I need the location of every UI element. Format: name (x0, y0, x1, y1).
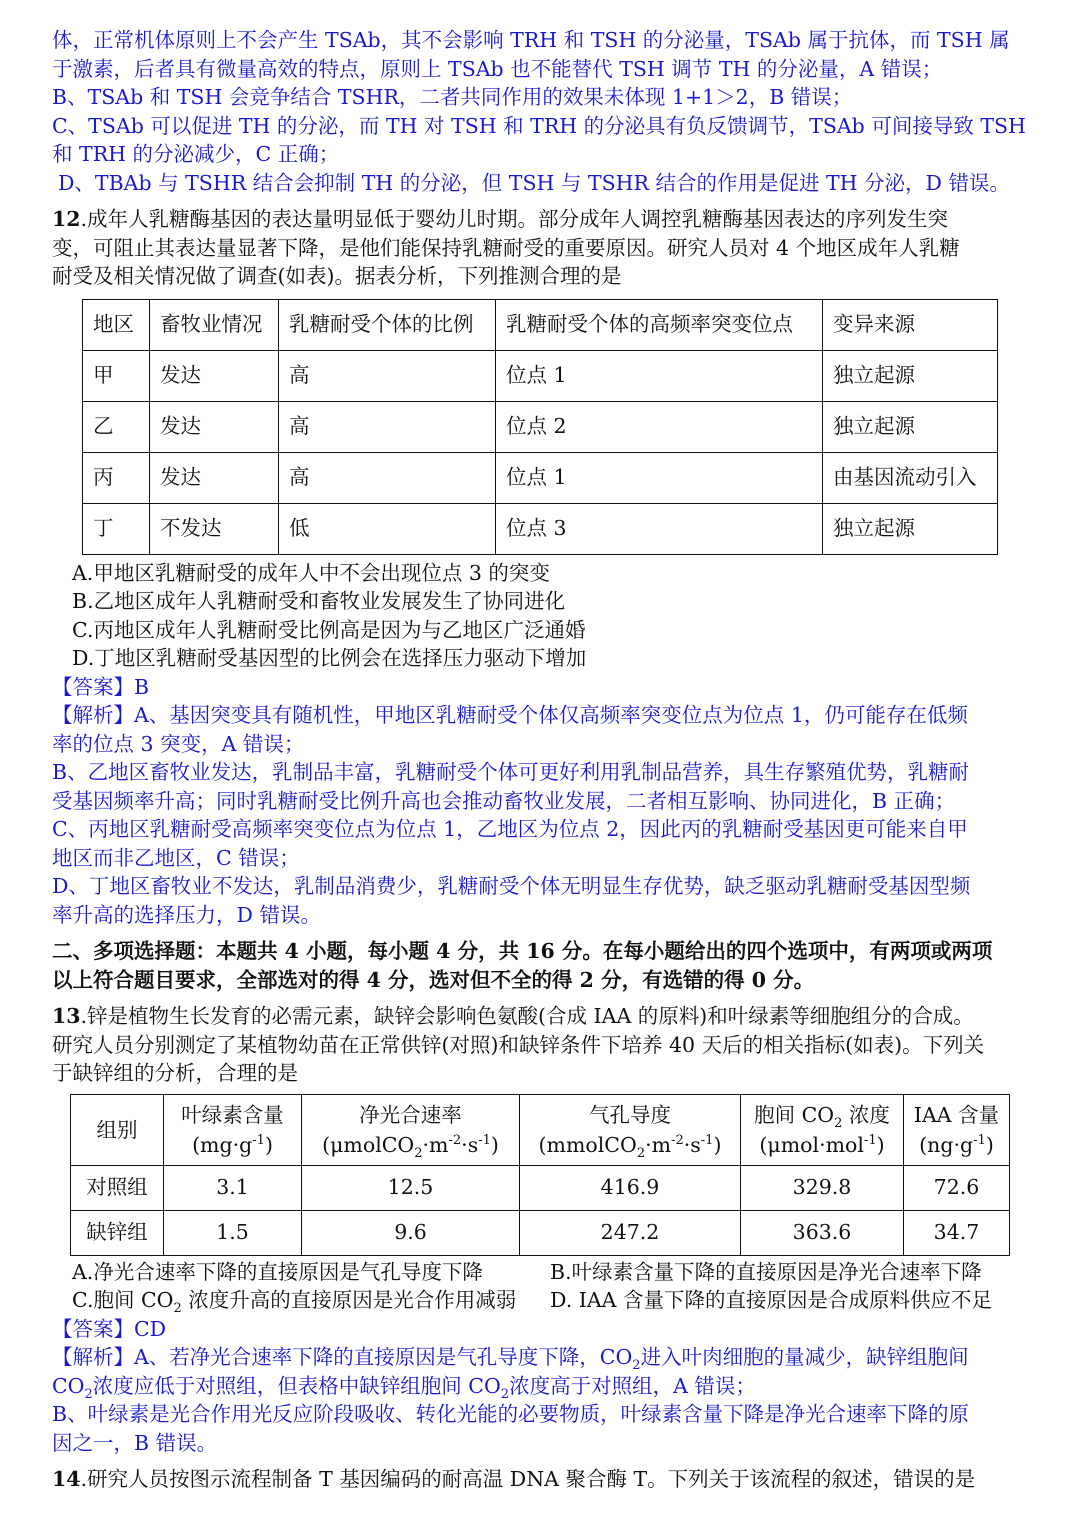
q13-table (70, 1094, 1010, 1256)
table-cell: 丙 (83, 452, 150, 503)
q12-number: 12 (52, 207, 81, 231)
q13-options-row1 (52, 1258, 1028, 1287)
table-cell: 位点 3 (496, 503, 823, 554)
q12-expl-d-line2: 率升高的选择压力，D 错误。 (52, 902, 321, 927)
table-cell: 位点 2 (496, 401, 823, 452)
q13-header-iaa: IAA 含量 $(ng\cdot g^{-1})$ (904, 1094, 1010, 1165)
prev-explanation (52, 26, 1028, 197)
q12-expl-b-line2: 受基因频率升高；同时乳糖耐受比例升高也会推动畜牧业发展，二者相互影响、协同进化，B 正确； (52, 788, 956, 813)
table-cell: 12.5 (302, 1165, 520, 1210)
q12-header-tolerance-ratio: 乳糖耐受个体的比例 (279, 299, 496, 350)
q12-table (82, 299, 998, 555)
table-cell: 独立起源 (823, 401, 998, 452)
prev-expl-a-line2: 于激素，后者具有微量高效的特点，原则上 TSAb 也不能替代 TSH 调节 TH 的分泌量，A 错误； (52, 56, 943, 81)
table-row (83, 452, 998, 503)
q13-header-stomatal-conductance: 气孔导度 $(mmolCO_2\cdot m^{-2}\cdot s^{-1})$ (520, 1094, 741, 1165)
q12-stem-line3: 耐受及相关情况做了调查(如表)。据表分析，下列推测合理的是 (52, 264, 622, 288)
table-cell: 位点 1 (496, 350, 823, 401)
table-cell: 低 (279, 503, 496, 554)
q13-expl-b-line1: B、叶绿素是光合作用光反应阶段吸收、转化光能的必要物质，叶绿素含量下降是净光合速率下降的原 (52, 1402, 970, 1426)
q13-expl-a-line2: $CO_2$浓度应低于对照组，但表格中缺锌组胞间 $CO_2$浓度高于对照组，A 错误； (52, 1373, 756, 1402)
q14-stem: 14.研究人员按图示流程制备 T 基因编码的耐高温 DNA 聚合酶 T。下列关于该流程的叙述，错误的是 (52, 1467, 976, 1491)
table-cell: 位点 1 (496, 452, 823, 503)
section-2-line2: 以上符合题目要求，全部选对的得 4 分，选对但不全的得 2 分，有选错的得 0 分。 (52, 967, 815, 992)
q12-answer: 【答案】B (52, 674, 150, 699)
q13-expl-a-line1: 【解析】A、若净光合速率下降的直接原因是气孔导度下降，$CO_2$进入叶肉细胞的量减少，缺锌组胞间 (52, 1345, 969, 1374)
q13-stem-line3: 于缺锌组的分析，合理的是 (52, 1061, 298, 1085)
q13-table-header (71, 1094, 1010, 1165)
q13-answer-block (52, 1315, 1028, 1458)
table-cell: 3.1 (164, 1165, 302, 1210)
question-12 (52, 205, 1028, 929)
table-row (71, 1165, 1010, 1210)
q12-expl-d-line1: D、丁地区畜牧业不发达，乳制品消费少，乳糖耐受个体无明显生存优势，缺乏驱动乳糖耐受基因型频 (52, 874, 971, 898)
q13-option-a: A.净光合速率下降的直接原因是气孔导度下降 (72, 1259, 483, 1284)
table-cell: 对照组 (71, 1165, 164, 1210)
table-row (83, 401, 998, 452)
question-14 (52, 1465, 1028, 1494)
table-row (83, 503, 998, 554)
question-13 (52, 1002, 1028, 1457)
table-cell: 发达 (150, 350, 279, 401)
q13-header-net-photosynthesis: 净光合速率 $(\mu molCO_2\cdot m^{-2}\cdot s^{-1})$ (302, 1094, 520, 1165)
prev-expl-a-line1: 体，正常机体原则上不会产生 TSAb，其不会影响 TRH 和 TSH 的分泌量，TSAb 属于抗体，而 TSH 属 (52, 28, 1010, 52)
q13-option-b: B.叶绿素含量下降的直接原因是净光合速率下降 (550, 1259, 982, 1284)
q13-stem-line1: 13.锌是植物生长发育的必需元素，缺锌会影响色氨酸(合成 IAA 的原料)和叶绿素等细胞组分的合成。 (52, 1004, 974, 1028)
q12-expl-c-line1: C、丙地区乳糖耐受高频率突变位点为位点 1，乙地区为位点 2，因此丙的乳糖耐受基因更可能来自甲 (52, 817, 968, 841)
table-cell: 由基因流动引入 (823, 452, 998, 503)
table-cell: 329.8 (741, 1165, 904, 1210)
q14-number: 14 (52, 1467, 81, 1491)
prev-expl-d: D、TBAb 与 TSHR 结合会抑制 TH 的分泌，但 TSH 与 TSHR 结合的作用是促进 TH 分泌，D 错误。 (58, 170, 1010, 195)
prev-expl-b: B、TSAb 和 TSH 会竞争结合 TSHR，二者共同作用的效果未体现 1+1＞2，B 错误； (52, 85, 853, 109)
q13-option-c: C.胞间 $CO_2$ 浓度升高的直接原因是光合作用减弱 (72, 1288, 517, 1317)
q12-header-livestock: 畜牧业情况 (150, 299, 279, 350)
q12-option-d: D.丁地区乳糖耐受基因型的比例会在选择压力驱动下增加 (72, 646, 587, 670)
q12-table-header (83, 299, 998, 350)
q13-answer: 【答案】CD (52, 1316, 167, 1341)
section-2-line1: 二、多项选择题：本题共 4 小题，每小题 4 分，共 16 分。在每小题给出的四个选项中，有两项或两项 (52, 939, 993, 963)
table-cell: 高 (279, 452, 496, 503)
q12-header-variation-source: 变异来源 (823, 299, 998, 350)
table-cell: 独立起源 (823, 503, 998, 554)
table-cell: 发达 (150, 452, 279, 503)
table-row (83, 350, 998, 401)
table-row (71, 1210, 1010, 1255)
q13-expl-b-line2: 因之一，B 错误。 (52, 1430, 218, 1455)
table-cell: 34.7 (904, 1210, 1010, 1255)
prev-expl-c-line2: 和 TRH 的分泌减少，C 正确； (52, 142, 340, 166)
q13-option-d: D. IAA 含量下降的直接原因是合成原料供应不足 (550, 1288, 992, 1312)
table-cell: 甲 (83, 350, 150, 401)
table-cell: 高 (279, 401, 496, 452)
q13-header-chlorophyll: 叶绿素含量 $(mg\cdot g^{-1})$ (164, 1094, 302, 1165)
table-cell: 发达 (150, 401, 279, 452)
table-cell: 247.2 (520, 1210, 741, 1255)
q12-expl-a-line1: 【解析】A、基因突变具有随机性，甲地区乳糖耐受个体仅高频率突变位点为位点 1，仍可能存在低频 (52, 703, 968, 727)
q12-answer-block (52, 673, 1028, 930)
q12-option-a: A.甲地区乳糖耐受的成年人中不会出现位点 3 的突变 (72, 560, 550, 585)
table-cell: 乙 (83, 401, 150, 452)
q12-option-b: B.乙地区成年人乳糖耐受和畜牧业发展发生了协同进化 (72, 589, 566, 613)
prev-expl-c-line1: C、TSAb 可以促进 TH 的分泌，而 TH 对 TSH 和 TRH 的分泌具有负反馈调节，TSAb 可间接导致 TSH (52, 113, 1026, 138)
table-cell: 独立起源 (823, 350, 998, 401)
q12-stem-line2: 变，可阻止其表达量显著下降，是他们能保持乳糖耐受的重要原因。研究人员对 4 个地区成年人乳糖 (52, 235, 960, 260)
table-cell: 72.6 (904, 1165, 1010, 1210)
table-cell: 高 (279, 350, 496, 401)
table-cell: 363.6 (741, 1210, 904, 1255)
table-cell: 416.9 (520, 1165, 741, 1210)
q13-stem-line2: 研究人员分别测定了某植物幼苗在正常供锌(对照)和缺锌条件下培养 40 天后的相关指标(如表)。下列关 (52, 1032, 985, 1057)
q12-header-mutation-site: 乳糖耐受个体的高频率突变位点 (496, 299, 823, 350)
q12-expl-c-line2: 地区而非乙地区，C 错误； (52, 845, 300, 870)
table-cell: 丁 (83, 503, 150, 554)
q13-options-row2 (52, 1286, 1028, 1315)
q12-stem-line1: 12.成年人乳糖酶基因的表达量明显低于婴幼儿时期。部分成年人调控乳糖酶基因表达的序列发生突 (52, 207, 949, 231)
q13-number: 13 (52, 1004, 81, 1028)
section-2-heading (52, 937, 1028, 994)
table-cell: 9.6 (302, 1210, 520, 1255)
q12-expl-a-line2: 率的位点 3 突变，A 错误； (52, 731, 305, 756)
q13-header-group: 组别 (71, 1094, 164, 1165)
table-cell: 缺锌组 (71, 1210, 164, 1255)
q13-header-intercellular-co2: 胞间 $CO_2$ 浓度 (μmol·mol$^{-1}$) (741, 1094, 904, 1165)
q12-expl-b-line1: B、乙地区畜牧业发达，乳制品丰富，乳糖耐受个体可更好利用乳制品营养，具生存繁殖优势，乳糖耐 (52, 760, 970, 784)
q12-option-c: C.丙地区成年人乳糖耐受比例高是因为与乙地区广泛通婚 (72, 617, 586, 642)
q12-header-region: 地区 (83, 299, 150, 350)
table-cell: 1.5 (164, 1210, 302, 1255)
table-cell: 不发达 (150, 503, 279, 554)
